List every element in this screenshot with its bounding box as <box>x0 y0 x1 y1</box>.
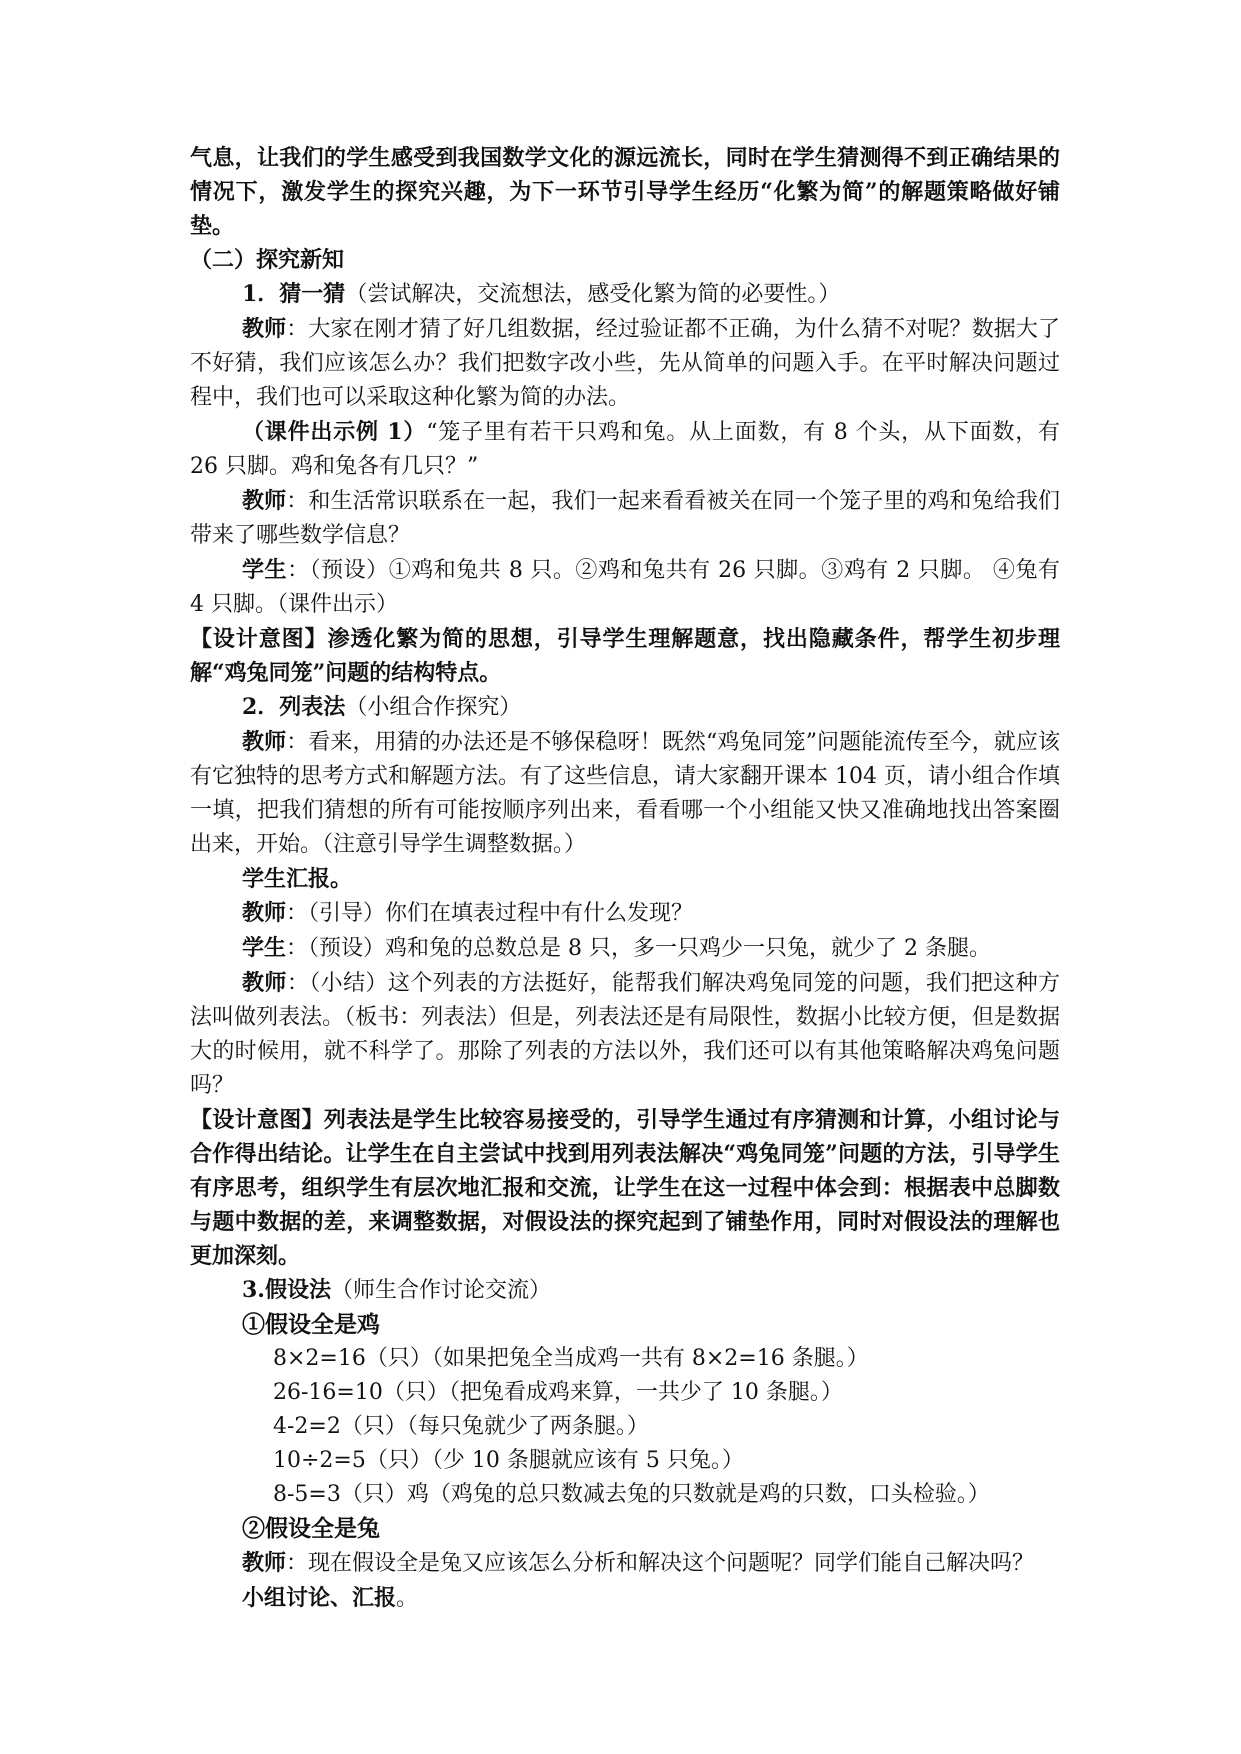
speaker-label: 教师 <box>242 900 287 926</box>
speech-text: ：大家在刚才猜了好几组数据，经过验证都不正确，为什么猜不对呢？数据大了不好猜，我们应该怎么办？我们把数字改小些，先从简单的问题入手。在平时解决问题过程中，我们也可以采取这种化繁为简的办法。 <box>190 317 1060 410</box>
speech-text: ：（预设）①鸡和兔共 8 只。②鸡和兔共有 26 只脚。③鸡有 2 只脚。 ④兔有 4 只脚。（课件出示） <box>190 558 1060 617</box>
speech-text: ：现在假设全是兔又应该怎么分析和解决这个问题呢？同学们能自己解决吗？ <box>286 1551 1035 1576</box>
step3-number: 3.假设法 <box>242 1277 331 1303</box>
example-paragraph <box>190 415 1060 484</box>
step2-teacher3-paragraph <box>190 966 1060 1103</box>
intro-paragraph: 气息，让我们的学生感受到我国数学文化的源远流长，同时在学生猜测得不到正确结果的情况下，激发学生的探究兴趣，为下一环节引导学生经历“化繁为简”的解题策略做好铺垫。 <box>190 145 1060 239</box>
step1-note: （尝试解决，交流想法，感受化繁为简的必要性。） <box>345 282 841 307</box>
design-intent-2: 【设计意图】列表法是学生比较容易接受的，引导学生通过有序猜测和计算，小组讨论与合作得出结论。让学生在自主尝试中找到用列表法解决“鸡兔同笼”问题的方法，引导学生有序思考，组织学生有层次地汇报和交流，让学生在这一过程中体会到：根据表中总脚数与题中数据的差，来调整数据，对假设法的探究起到了铺垫作用，同时对假设法的理解也更加深刻。 <box>190 1107 1060 1269</box>
step2-student-paragraph <box>190 931 1060 966</box>
calc-line: 8-5=3（只）鸡（鸡兔的总只数减去兔的只数就是鸡的只数，口头检验。） <box>273 1482 990 1507</box>
step1-heading <box>190 277 1060 312</box>
speech-text: ：（预设）鸡和兔的总数总是 8 只，多一只鸡少一只兔，就少了 2 条腿。 <box>286 936 991 961</box>
speech-text: ：看来，用猜的办法还是不够保稳呀！既然“鸡兔同笼”问题能流传至今，就应该有它独特的思考方式和解题方法。有了这些信息，请大家翻开课本 104 页，请小组合作填一填，把我们猜想的所有可能按顺序列出来，看看哪一个小组能又快又准确地找出答案圈出来，开始。（注意引导学生调整数据。） <box>190 730 1060 857</box>
calc-line: 26-16=10（只）（把兔看成鸡来算，一共少了 10 条腿。） <box>273 1380 843 1405</box>
step1-number: 1．猜一猜 <box>242 281 346 307</box>
speaker-label: 学生 <box>242 935 287 961</box>
calc-line: 10÷2=5（只）（少 10 条腿就应该有 5 只兔。） <box>273 1448 744 1473</box>
speaker-label: 教师 <box>242 316 287 342</box>
step2-note: （小组合作探究） <box>345 695 522 720</box>
speaker-label: 教师 <box>242 729 287 755</box>
example-label: （课件出示例 1） <box>242 419 427 445</box>
discussion-label: 小组讨论、汇报 <box>242 1585 397 1611</box>
speech-text: ：（引导）你们在填表过程中有什么发现？ <box>286 901 694 926</box>
group-discussion <box>190 1581 1060 1616</box>
assume-chicken-heading: ①假设全是鸡 <box>242 1311 380 1338</box>
document-page <box>190 141 1060 1616</box>
design-intent-1: 【设计意图】渗透化繁为简的思想，引导学生理解题意，找出隐藏条件，帮学生初步理解“鸡兔同笼”问题的结构特点。 <box>190 626 1060 686</box>
step2-number: 2．列表法 <box>242 694 346 720</box>
step1-student-paragraph <box>190 553 1060 622</box>
calc-line: 4-2=2（只）（每只兔就少了两条腿。） <box>273 1414 649 1439</box>
speaker-label: 教师 <box>242 1550 287 1576</box>
discussion-end: 。 <box>396 1586 419 1611</box>
step2-heading <box>190 690 1060 725</box>
section-heading: （二）探究新知 <box>190 247 345 273</box>
step3-teacher-paragraph <box>190 1546 1060 1581</box>
step1-teacher2-paragraph <box>190 484 1060 553</box>
student-report: 学生汇报。 <box>242 866 353 892</box>
speaker-label: 教师 <box>242 970 287 996</box>
step1-teacher-paragraph <box>190 312 1060 415</box>
speech-text: ：（小结）这个列表的方法挺好，能帮我们解决鸡兔同笼的问题，我们把这种方法叫做列表法。（板书：列表法）但是，列表法还是有局限性，数据小比较方便，但是数据大的时候用，就不科学了。那除了列表的方法以外，我们还可以有其他策略解决鸡兔问题吗？ <box>190 971 1060 1098</box>
assume-rabbit-heading: ②假设全是兔 <box>242 1515 380 1542</box>
step3-heading <box>190 1273 1060 1308</box>
speaker-label: 学生 <box>242 557 288 583</box>
step2-teacher-paragraph <box>190 725 1060 862</box>
speaker-label: 教师 <box>242 488 287 514</box>
example-text: “笼子里有若干只鸡和兔。从上面数，有 8 个头，从下面数，有 26 只脚。鸡和兔各有几只？” <box>190 420 1061 479</box>
step3-note: （师生合作讨论交流） <box>330 1278 551 1303</box>
step2-teacher2-paragraph <box>190 896 1060 931</box>
speech-text: ：和生活常识联系在一起，我们一起来看看被关在同一个笼子里的鸡和兔给我们带来了哪些数学信息？ <box>190 489 1060 548</box>
calc-line: 8×2=16（只）（如果把兔全当成鸡一共有 8×2=16 条腿。） <box>273 1346 869 1371</box>
